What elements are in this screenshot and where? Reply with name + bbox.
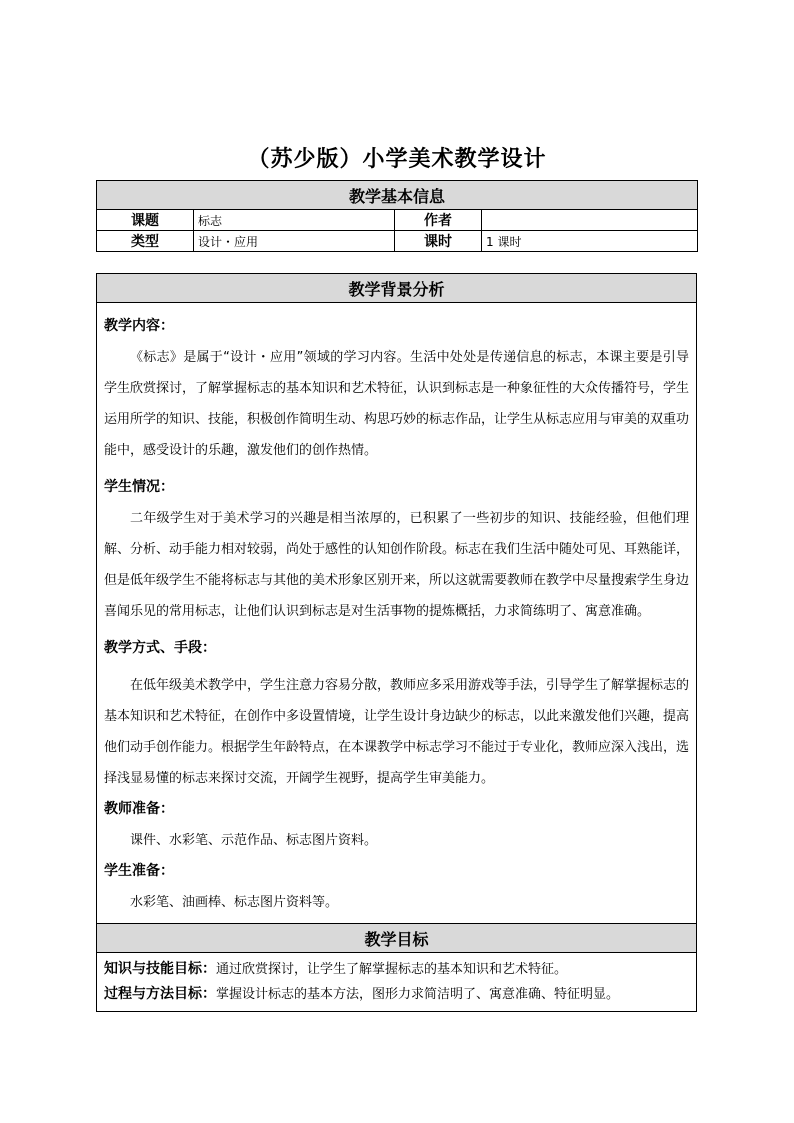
period-value: 1 课时 bbox=[482, 231, 698, 252]
background-header: 教学背景分析 bbox=[97, 274, 697, 303]
content-text: 《标志》是属于“设计・应用”领域的学习内容。生活中处处是传递信息的标志，本课主要是引导学生欣赏探讨，了解掌握标志的基本知识和艺术特征，认识到标志是一种象征性的大众传播符号，学生运用所学的知识、技能，积极创作简明生动、构思巧妙的标志作品，让学生从标志应用与审美的双重功能中，感受设计的乐趣，激发他们的创作热情。 bbox=[104, 350, 690, 458]
background-table bbox=[96, 273, 697, 1012]
table-row bbox=[97, 231, 698, 252]
table-row bbox=[97, 210, 698, 231]
page-title: （苏少版）小学美术教学设计 bbox=[247, 147, 547, 172]
basic-info-header: 教学基本信息 bbox=[97, 181, 698, 210]
teacher-prep-heading: 教师准备： bbox=[104, 801, 174, 817]
goal-label: 过程与方法目标： bbox=[104, 986, 216, 1002]
period-label: 课时 bbox=[395, 231, 482, 252]
goal-item bbox=[97, 953, 697, 1012]
students-text: 二年级学生对于美术学习的兴趣是相当浓厚的，已积累了一些初步的知识、技能经验，但他们理解、分析、动手能力相对较弱，尚处于感性的认知创作阶段。标志在我们生活中随处可见、耳熟能详，但是低年级学生不能将标志与其他的美术形象区别开来，所以这就需要教师在教学中尽量搜索学生身边喜闻乐见的常用标志，让他们认识到标志是对生活事物的提炼概括，力求简练明了、寓意准确。 bbox=[104, 511, 690, 619]
students-heading: 学生情况： bbox=[104, 479, 174, 495]
author-value bbox=[482, 210, 698, 231]
goal-text: 掌握设计标志的基本方法，图形力求简洁明了、寓意准确、特征明显。 bbox=[216, 987, 620, 1002]
author-label: 作者 bbox=[395, 210, 482, 231]
student-prep-heading: 学生准备： bbox=[104, 863, 174, 879]
topic-value: 标志 bbox=[194, 210, 395, 231]
type-label: 类型 bbox=[97, 231, 194, 252]
teacher-prep-text: 课件、水彩笔、示范作品、标志图片资料。 bbox=[130, 833, 378, 848]
content-heading: 教学内容： bbox=[104, 318, 174, 334]
goals-header: 教学目标 bbox=[97, 924, 697, 953]
topic-label: 课题 bbox=[97, 210, 194, 231]
methods-text: 在低年级美术教学中，学生注意力容易分散，教师应多采用游戏等手法，引导学生了解掌握标志的基本知识和艺术特征，在创作中多设置情境，让学生设计身边缺少的标志，以此来激发他们兴趣，提高他们动手创作能力。根据学生年龄特点，在本课教学中标志学习不能过于专业化，教师应深入浅出，选择浅显易懂的标志来探讨交流，开阔学生视野，提高学生审美能力。 bbox=[104, 678, 690, 786]
methods-heading: 教学方式、手段： bbox=[104, 640, 216, 656]
student-prep-text: 水彩笔、油画棒、标志图片资料等。 bbox=[130, 895, 339, 910]
goal-text: 通过欣赏探讨，让学生了解掌握标志的基本知识和艺术特征。 bbox=[216, 962, 568, 977]
type-value: 设计・应用 bbox=[194, 231, 395, 252]
basic-info-table bbox=[96, 180, 698, 252]
goal-label: 知识与技能目标： bbox=[104, 961, 216, 977]
background-body bbox=[97, 303, 697, 924]
